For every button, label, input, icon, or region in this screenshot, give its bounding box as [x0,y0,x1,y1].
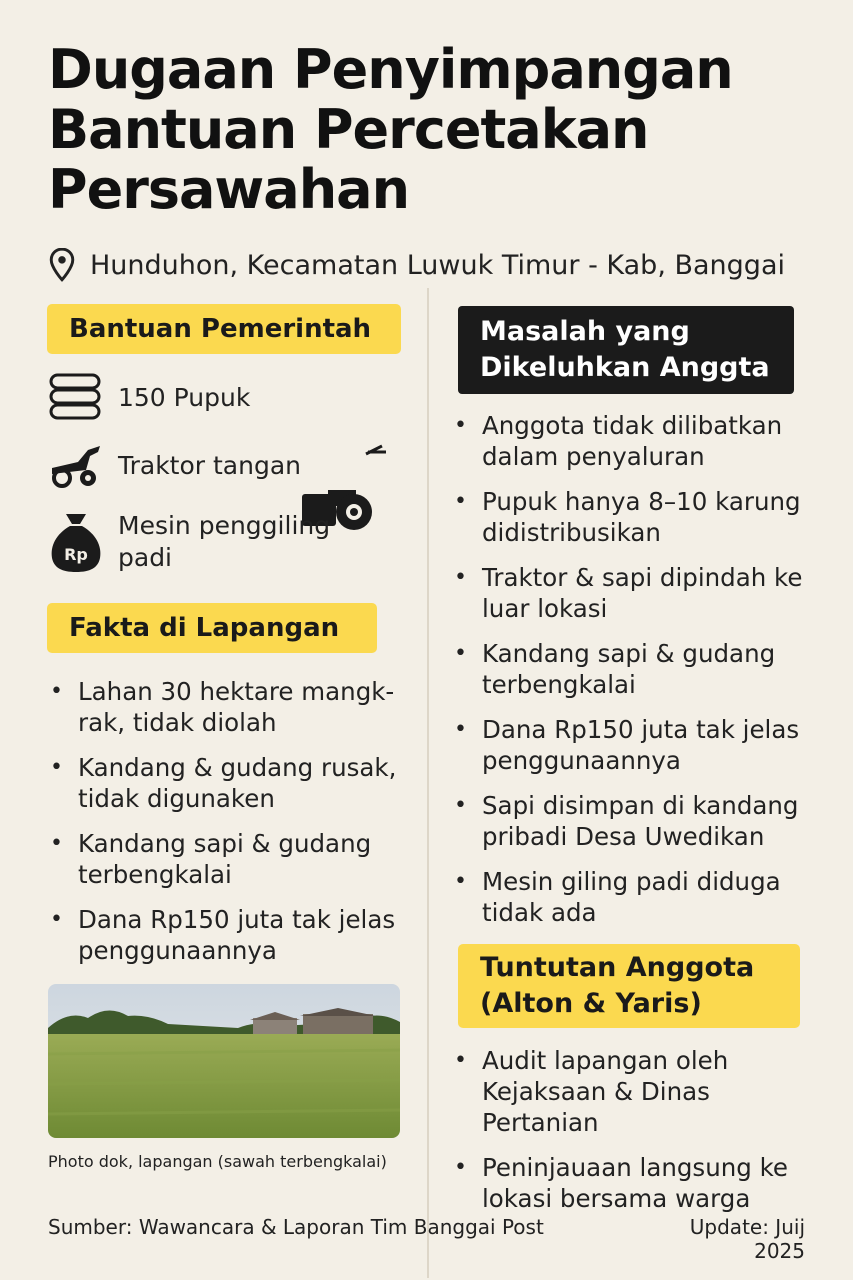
list-item: • Peninjauaan langsung ke lokasi bersama warga [450,1152,830,1214]
aid-item-mesin [48,510,338,574]
money-bag-icon [48,510,104,574]
update-date: Update: Juij 2025 [689,1215,805,1263]
bantuan-heading: Bantuan Pemerintah [47,304,401,354]
field-photo-illustration [48,984,400,1138]
masalah-heading: Masalah yang Dikeluhkan Anggta [458,306,794,394]
tractor-icon [48,440,104,490]
aid-item-traktor [48,440,301,490]
aid-item-pupuk [48,372,250,422]
column-divider [427,288,429,1278]
photo-caption: Photo dok, lapangan (sawah terbengkalai) [48,1152,387,1171]
list-item: • Anggota tidak dilibatkan dalam penyaluran [450,410,820,472]
list-item: • Audit lapangan oleh Kejaksaan & Dinas Pertanian [450,1045,830,1138]
list-item: • Dana Rp150 juta tak jelas penggunaannya [450,714,820,776]
fakta-list [46,676,416,980]
field-photo [48,984,400,1138]
aid-item-label: 150 Pupuk [118,382,251,412]
sacks-icon [48,372,104,422]
page-title: Dugaan Penyimpangan Bantuan Percetakan Persawahan [48,38,733,221]
masalah-list [450,410,820,942]
svg-text:Rp: Rp [64,545,88,564]
list-item: • Kandang sapi & gudang terbengkalai [46,828,416,890]
list-item: • Mesin giling padi diduga tidak ada [450,866,820,928]
fakta-heading: Fakta di Lapangan [47,603,377,653]
location-text: Hunduhon, Kecamatan Luwuk Timur - Kab, Banggai [90,249,785,281]
location-line [48,248,838,282]
list-item: • Traktor & sapi dipindah ke luar lokasi [450,562,820,624]
list-item: • Pupuk hanya 8–10 karung didistribusikan [450,486,820,548]
list-item: • Kandang & gudang rusak, tidak digunaken [46,752,416,814]
source-credit: Sumber: Wawancara & Laporan Tim Banggai Post [48,1215,544,1239]
aid-item-label: Traktor tangan [118,450,301,480]
tuntutan-list [450,1045,830,1228]
list-item: • Kandang sapi & gudang terbengkalai [450,638,820,700]
location-pin-icon [48,248,76,282]
aid-item-label: Mesin penggiling padi [118,511,331,572]
list-item: • Lahan 30 hektare mangk-rak, tidak diolah [46,676,416,738]
tuntutan-heading: Tuntutan Anggota (Alton & Yaris) [458,944,800,1028]
list-item: • Dana Rp150 juta tak jelas penggunaannya [46,904,416,966]
list-item: • Sapi disimpan di kandang pribadi Desa Uwedikan [450,790,820,852]
